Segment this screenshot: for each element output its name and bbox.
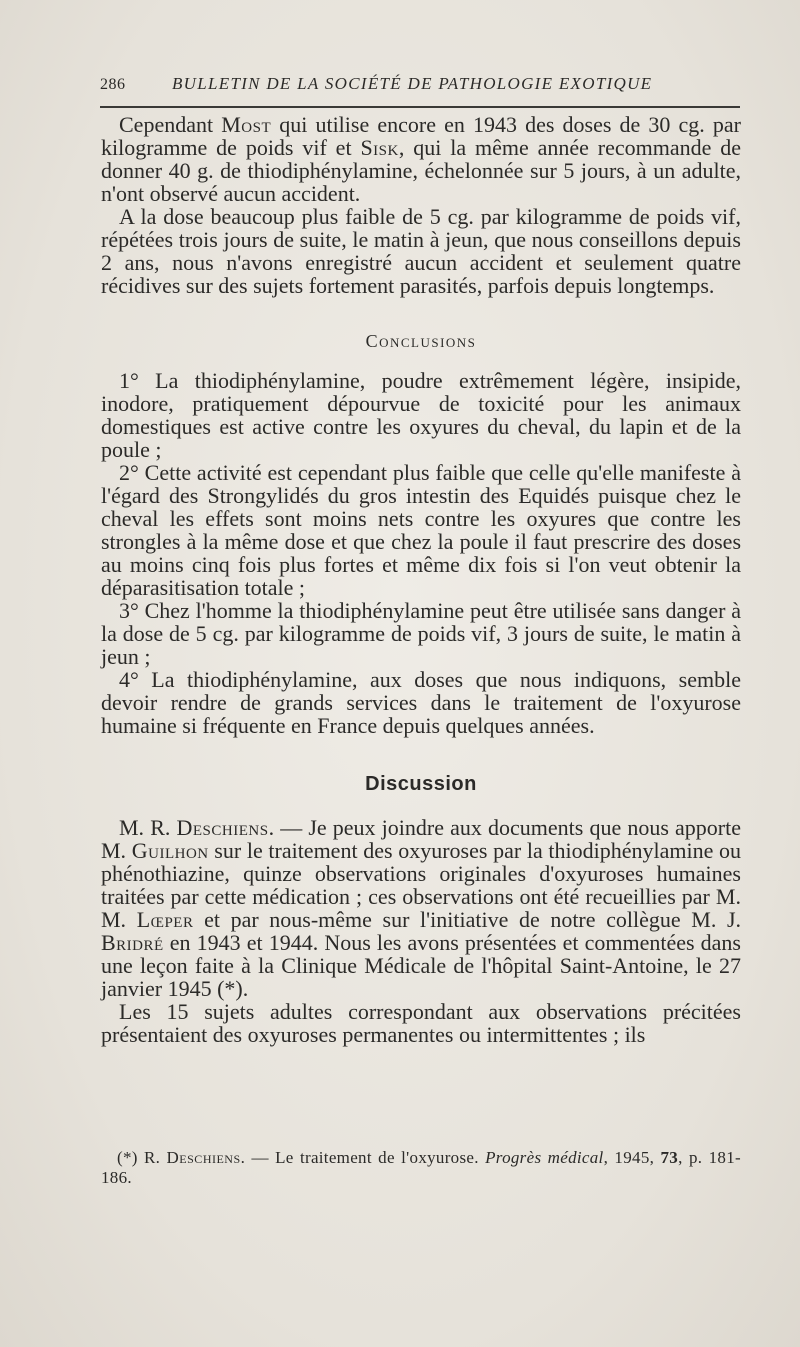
discussion-paragraph-subjects: Les 15 sujets adultes correspondant aux observations précitées présentaient des oxyuroses permanentes ou intermittentes ; ils (101, 999, 741, 1047)
text-run: . — Le traitement de l'oxyurose. (240, 1148, 486, 1167)
paragraph-most-sisk (101, 113, 741, 205)
conclusion-item-2: 2° Cette activité est cependant plus faible que celle qu'elle manifeste à l'égard des Strongylidés du gros intestin des Equidés puisque chez le cheval les effets sont moins nets contre les oxyures que contre les strongles à la même dose et que chez la poule il faut prescrire des doses au moins cinq fois plus fortes et même dix fois si l'on veut obtenir la déparasitisation totale ; (101, 460, 741, 600)
page-number: 286 (100, 76, 126, 93)
text-run: , 1945, (603, 1148, 661, 1167)
header-rule (100, 106, 740, 108)
journal-title: Progrès médical (485, 1148, 604, 1167)
text-run: . — Je peux joindre aux documents que nous apporte M. (101, 815, 741, 863)
footnote (101, 1148, 741, 1188)
author-name-most: Most (221, 112, 272, 137)
author-name-bridre: Bridré (101, 930, 164, 955)
text-run: qui utilise encore en 1943 des doses de 30 cg. par kilogramme de poids vif et (101, 112, 741, 160)
text-run: en 1943 et 1944. Nous les avons présentées et commentées dans une leçon faite à la Clinique Médicale de l'hôpital Saint-Antoine, le 27 janvier 1945 (*). (101, 930, 741, 1001)
journal-volume: 73 (660, 1148, 679, 1167)
author-name-deschiens: Deschiens (166, 1148, 241, 1167)
text-run: et par nous-même sur l'initiative de notre collègue M. J. (193, 907, 742, 932)
text-run: M. R. (119, 815, 177, 840)
discussion-heading: Discussion (365, 773, 477, 795)
text-run: sur le traitement des oxyuroses par la thiodiphénylamine ou phénothiazine, quinze observations originales d'oxyuroses humaines traitées par cette médication ; ces observations ont été recueillies par M. M. (101, 838, 742, 932)
footnote-text (101, 1148, 741, 1188)
discussion-paragraph-deschiens (101, 816, 741, 1000)
text-run: (*) R. (117, 1148, 167, 1167)
page-header (100, 72, 740, 112)
body-text (101, 113, 741, 1046)
conclusion-item-4: 4° La thiodiphénylamine, aux doses que nous indiquons, semble devoir rendre de grands services dans le traitement de l'oxyurose humaine si fréquente en France depuis quelques années. (101, 667, 741, 738)
conclusion-item-1: 1° La thiodiphénylamine, poudre extrêmement légère, insipide, inodore, pratiquement dépourvue de toxicité pour les animaux domestiques est active contre les oxyures du cheval, du lapin et de la poule ; (101, 368, 741, 462)
author-name-guilhon: Guilhon (131, 838, 209, 863)
author-name-deschiens: Deschiens (176, 815, 269, 840)
paragraph-low-dose: A la dose beaucoup plus faible de 5 cg. par kilogramme de poids vif, répétées trois jours de suite, le matin à jeun, que nous conseillons depuis 2 ans, nous n'avons enregistré aucun accident et seulement quatre récidives sur des sujets fortement parasités, parfois depuis longtemps. (101, 204, 741, 298)
running-title: BULLETIN DE LA SOCIÉTÉ DE PATHOLOGIE EXOTIQUE (172, 74, 653, 93)
text-run: Cependant (119, 112, 222, 137)
conclusion-item-3: 3° Chez l'homme la thiodiphénylamine peut être utilisée sans danger à la dose de 5 cg. par kilogramme de poids vif, 3 jours de suite, le matin à jeun ; (101, 598, 741, 669)
author-name-sisk: Sisk (360, 135, 399, 160)
text-run: , qui la même année recommande de donner 40 g. de thiodiphénylamine, échelonnée sur 5 jours, à un adulte, n'ont observé aucun accident. (101, 135, 741, 206)
author-name-loeper: Lœper (136, 907, 194, 932)
text-run: , p. 181-186. (101, 1148, 741, 1187)
conclusions-heading: Conclusions (365, 331, 477, 351)
